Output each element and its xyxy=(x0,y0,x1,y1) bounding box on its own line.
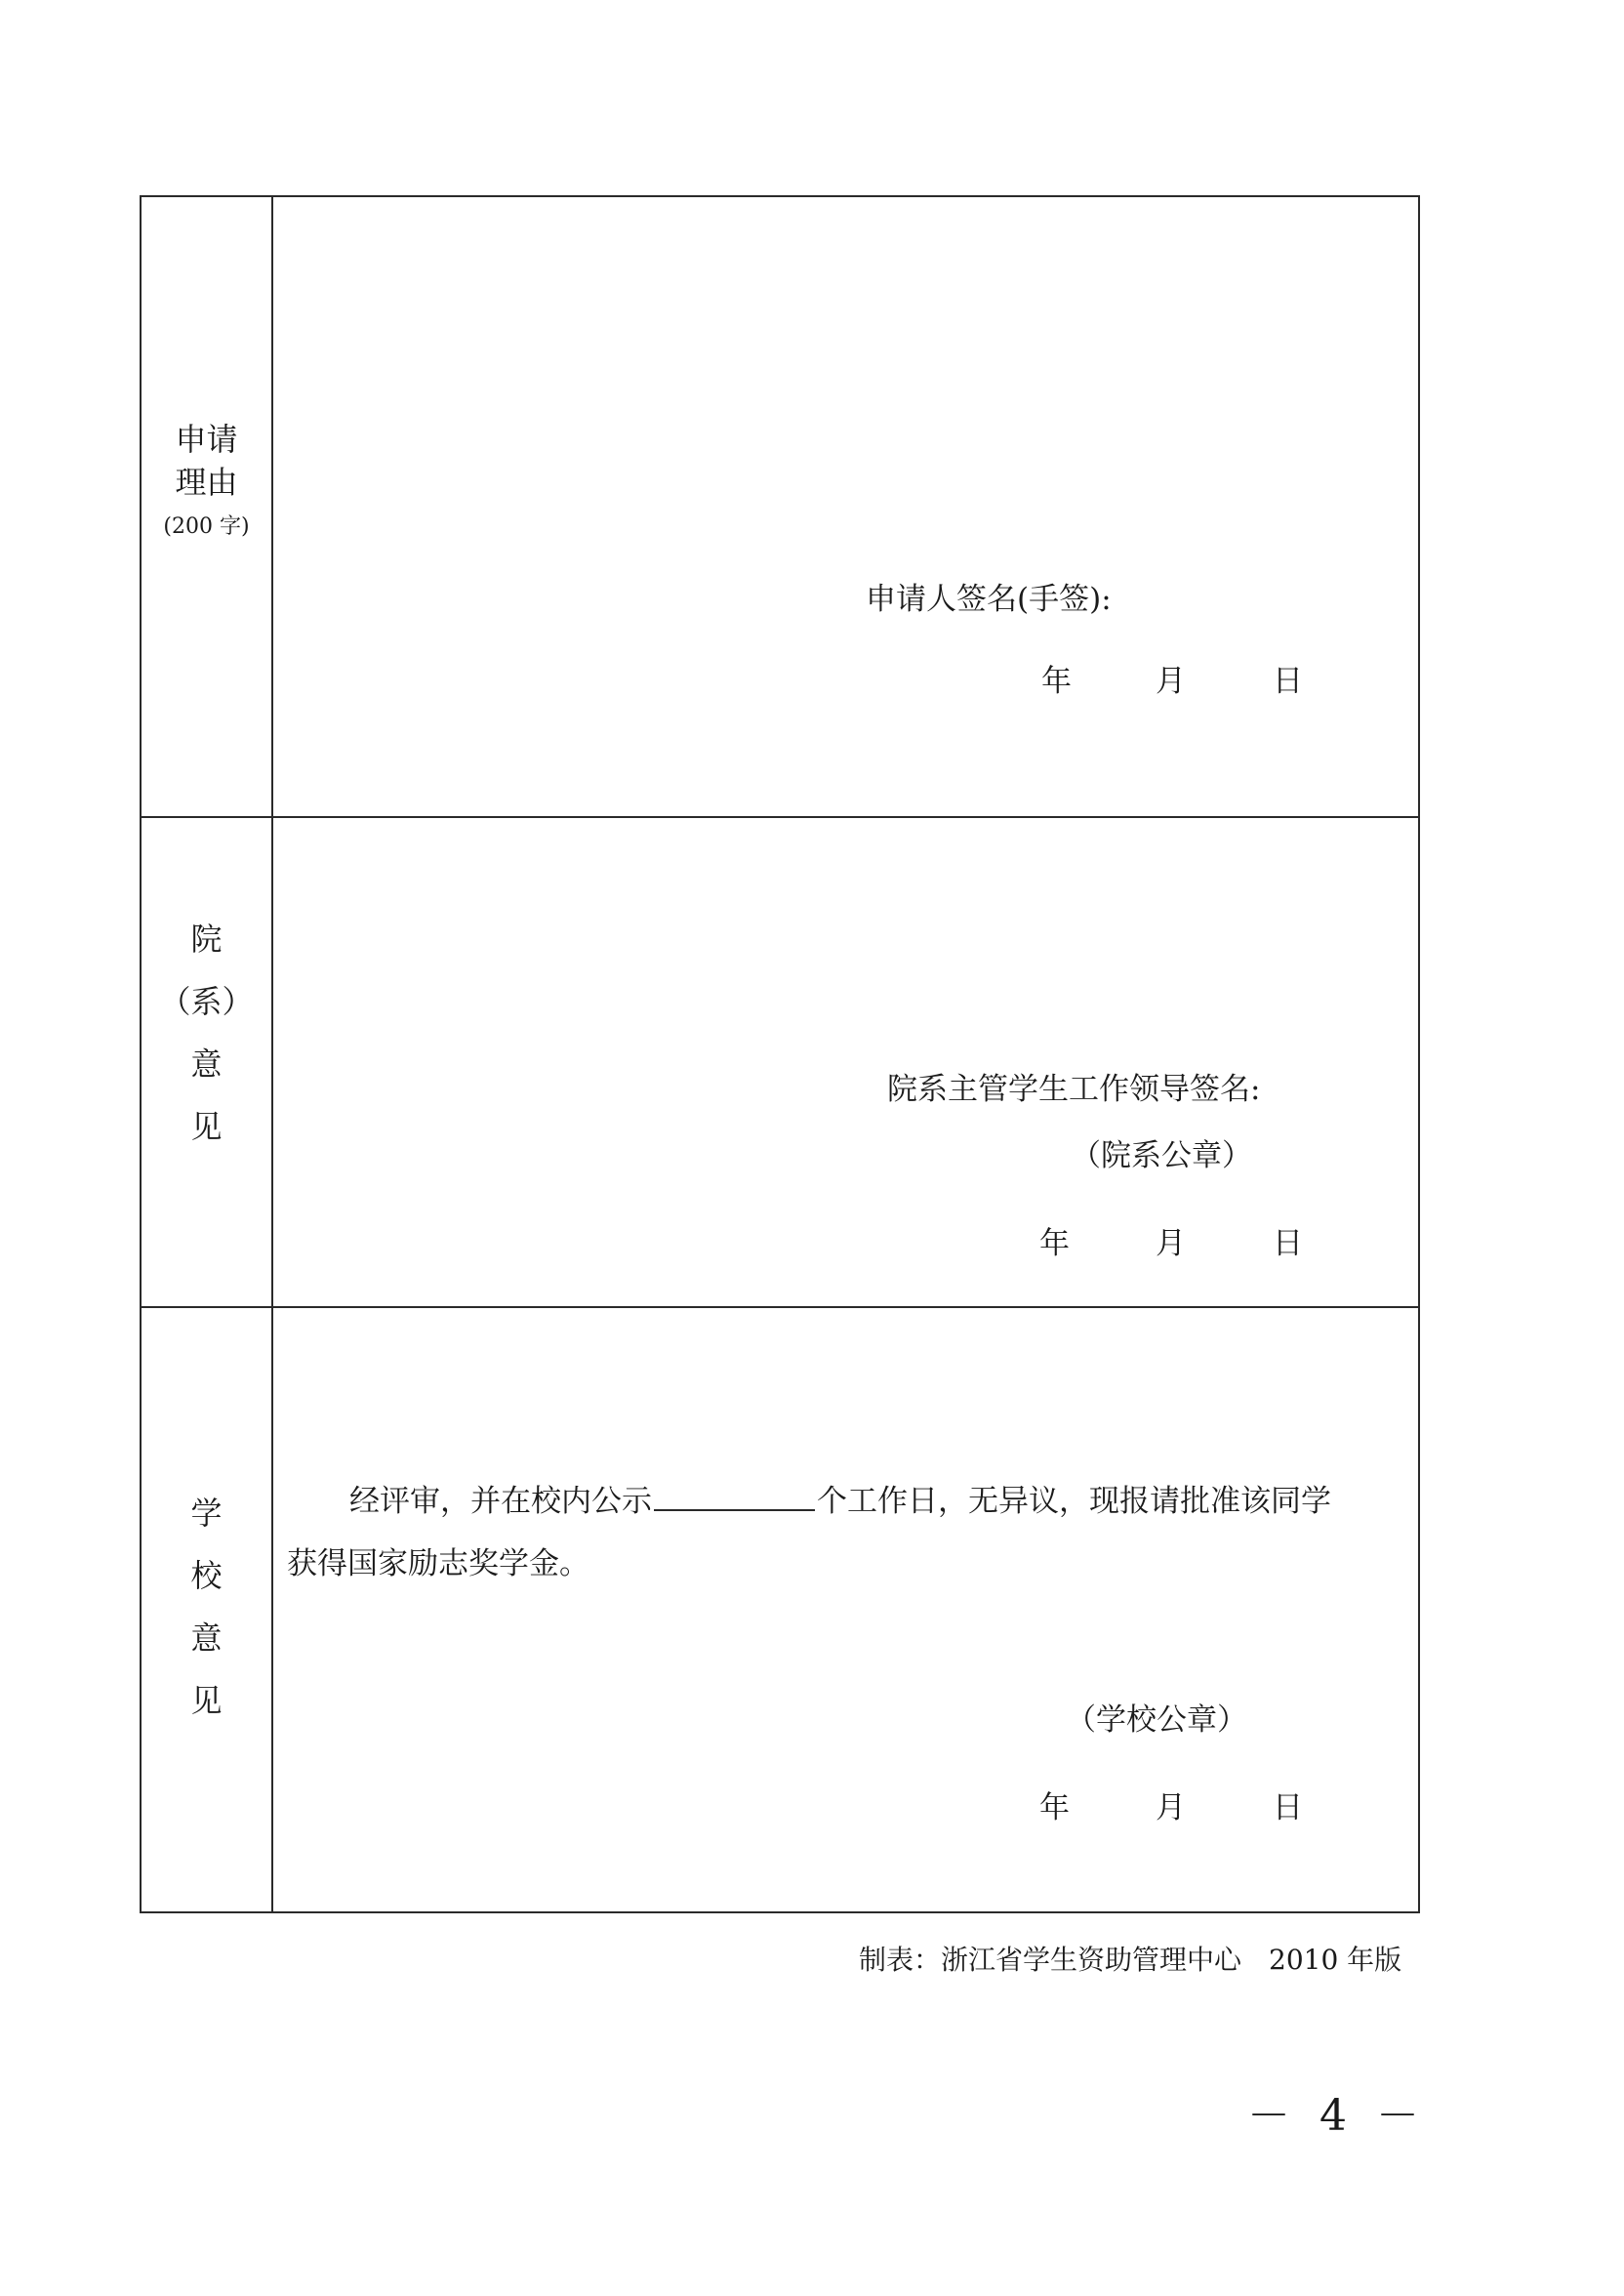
school-statement-line1 xyxy=(349,1480,1331,1521)
dept-label-line3: 意 xyxy=(190,1046,223,1083)
dept-seal-label: （院系公章） xyxy=(1071,1138,1252,1173)
reason-label-line2: 理由 xyxy=(175,464,238,501)
dept-opinion-row xyxy=(142,816,1418,1306)
reason-label-line1: 申请 xyxy=(175,421,238,458)
publicity-days-blank[interactable] xyxy=(654,1480,815,1511)
reason-date-month: 月 xyxy=(1156,664,1186,699)
school-date-year: 年 xyxy=(1039,1790,1070,1825)
school-seal-label: （学校公章） xyxy=(1066,1702,1247,1738)
dept-label-line2: （系） xyxy=(159,983,254,1020)
school-label-cell xyxy=(142,1308,273,1913)
dept-label-line1: 院 xyxy=(190,921,223,958)
dept-content-cell[interactable] xyxy=(273,818,1418,1306)
school-date-line xyxy=(273,1788,1418,1827)
school-date-day: 日 xyxy=(1273,1790,1303,1825)
reason-date-day: 日 xyxy=(1273,664,1303,699)
school-label-line1: 学 xyxy=(190,1495,223,1532)
form-footer: 制表：浙江省学生资助管理中心 2010 年版 xyxy=(859,1944,1402,1976)
school-label-line2: 校 xyxy=(190,1557,223,1594)
school-statement-line2: 获得国家励志奖学金。 xyxy=(287,1546,589,1581)
reason-label-cell xyxy=(142,197,273,816)
school-statement-part1: 经评审，并在校内公示 xyxy=(349,1484,652,1519)
application-form-table xyxy=(140,195,1420,1913)
school-label-line4: 见 xyxy=(190,1682,223,1719)
school-statement-part2: 个工作日，无异议，现报请批准该同学 xyxy=(817,1484,1331,1519)
reason-date-year: 年 xyxy=(1041,664,1072,699)
reason-content-cell[interactable] xyxy=(273,197,1418,816)
dept-label-cell xyxy=(142,818,273,1306)
page-number: － 4 － xyxy=(1247,2091,1427,2141)
applicant-signature-label: 申请人签名(手签): xyxy=(866,582,1112,617)
reason-date-line xyxy=(273,662,1418,701)
dept-date-year: 年 xyxy=(1039,1226,1070,1261)
school-opinion-row xyxy=(142,1306,1418,1913)
dept-date-line xyxy=(273,1224,1418,1263)
reason-label-note: (200 字) xyxy=(163,514,250,539)
school-label-line3: 意 xyxy=(190,1620,223,1657)
school-content-cell[interactable] xyxy=(273,1308,1418,1913)
dept-label-line4: 见 xyxy=(190,1108,223,1145)
reason-row xyxy=(142,197,1418,816)
dept-leader-signature-label: 院系主管学生工作领导签名: xyxy=(887,1072,1261,1107)
school-date-month: 月 xyxy=(1156,1790,1186,1825)
dept-date-day: 日 xyxy=(1273,1226,1303,1261)
dept-date-month: 月 xyxy=(1156,1226,1186,1261)
